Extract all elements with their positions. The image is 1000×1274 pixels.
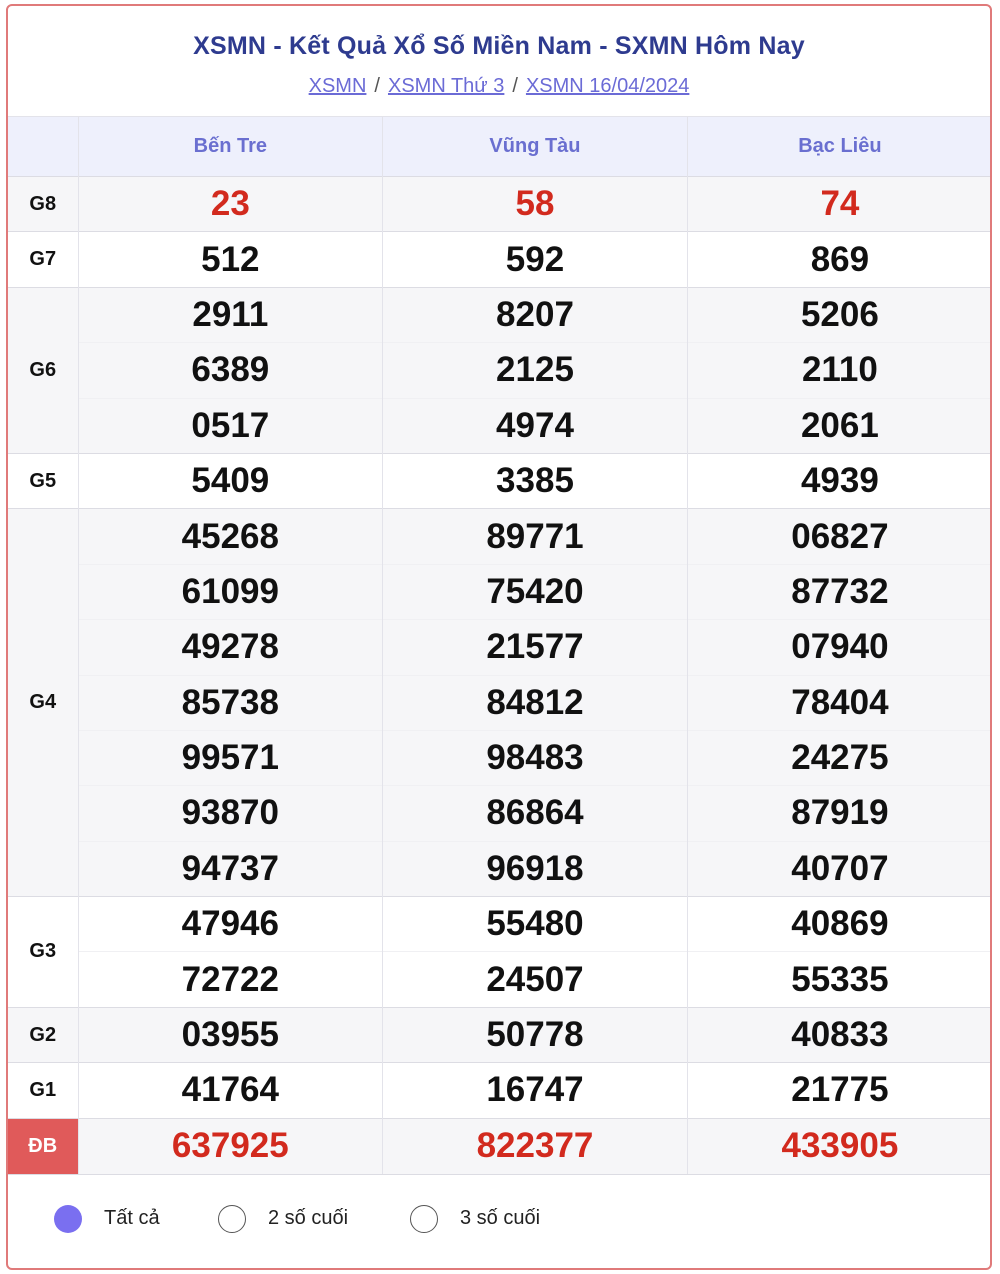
prize-number: 23 xyxy=(78,177,383,232)
prize-row-g4 xyxy=(8,675,992,730)
prize-number: 47946 xyxy=(78,897,383,952)
prize-number: 21775 xyxy=(687,1063,992,1118)
prize-number: 0517 xyxy=(78,398,383,453)
prize-row-g1 xyxy=(8,1063,992,1118)
results-header xyxy=(8,6,990,116)
prize-number: 96918 xyxy=(383,841,688,896)
prize-number: 6389 xyxy=(78,343,383,398)
prize-number: 94737 xyxy=(78,841,383,896)
prize-number: 75420 xyxy=(383,564,688,619)
prize-number: 637925 xyxy=(78,1118,383,1173)
prize-number: 5206 xyxy=(687,287,992,342)
radio-empty-icon[interactable] xyxy=(218,1205,246,1233)
prize-label-g6: G6 xyxy=(8,287,78,453)
prize-label-g3: G3 xyxy=(8,897,78,1008)
prize-number: 72722 xyxy=(78,952,383,1007)
prize-number: 822377 xyxy=(383,1118,688,1173)
prize-row-g8 xyxy=(8,177,992,232)
prize-number: 55335 xyxy=(687,952,992,1007)
prize-row-db xyxy=(8,1118,992,1173)
prize-label-g7: G7 xyxy=(8,232,78,287)
prize-number: 89771 xyxy=(383,509,688,564)
province-vung-tau: Vũng Tàu xyxy=(383,117,688,177)
prize-number: 16747 xyxy=(383,1063,688,1118)
prize-number: 85738 xyxy=(78,675,383,730)
prize-number: 50778 xyxy=(383,1007,688,1062)
results-table xyxy=(8,116,992,1174)
prize-number: 07940 xyxy=(687,620,992,675)
filter-option-last-2[interactable] xyxy=(218,1205,348,1233)
prize-number: 5409 xyxy=(78,453,383,508)
prize-number: 84812 xyxy=(383,675,688,730)
digit-filter xyxy=(8,1174,990,1268)
prize-number: 87732 xyxy=(687,564,992,619)
prize-number: 24275 xyxy=(687,730,992,785)
prize-number: 61099 xyxy=(78,564,383,619)
prize-number: 4974 xyxy=(383,398,688,453)
filter-option-label: 3 số cuối xyxy=(460,1207,541,1230)
prize-row-g4 xyxy=(8,786,992,841)
prize-number: 2125 xyxy=(383,343,688,398)
prize-number: 2061 xyxy=(687,398,992,453)
radio-selected-icon[interactable] xyxy=(54,1205,82,1233)
filter-option-label: Tất cả xyxy=(104,1207,160,1230)
prize-number: 8207 xyxy=(383,287,688,342)
prize-number: 4939 xyxy=(687,453,992,508)
prize-number: 433905 xyxy=(687,1118,992,1173)
prize-number: 98483 xyxy=(383,730,688,785)
page-title: XSMN - Kết Quả Xổ Số Miền Nam - SXMN Hôm Nay xyxy=(193,32,805,60)
prize-number: 74 xyxy=(687,177,992,232)
prize-label-db: ĐB xyxy=(8,1118,78,1173)
prize-number: 40869 xyxy=(687,897,992,952)
province-bac-lieu: Bạc Liêu xyxy=(687,117,992,177)
prize-row-g4 xyxy=(8,509,992,564)
breadcrumb-separator: / xyxy=(512,75,518,97)
prize-row-g6 xyxy=(8,287,992,342)
prize-number: 55480 xyxy=(383,897,688,952)
prize-number: 21577 xyxy=(383,620,688,675)
breadcrumb-xsmn-date[interactable]: XSMN 16/04/2024 xyxy=(525,75,690,97)
prize-number: 24507 xyxy=(383,952,688,1007)
filter-option-label: 2 số cuối xyxy=(268,1207,349,1230)
prize-row-g3 xyxy=(8,897,992,952)
prize-label-g1: G1 xyxy=(8,1063,78,1118)
prize-number: 3385 xyxy=(383,453,688,508)
prize-number: 58 xyxy=(383,177,688,232)
prize-label-g2: G2 xyxy=(8,1007,78,1062)
prize-number: 03955 xyxy=(78,1007,383,1062)
corner-cell xyxy=(8,117,78,177)
prize-number: 592 xyxy=(383,232,688,287)
prize-label-g8: G8 xyxy=(8,177,78,232)
prize-number: 2110 xyxy=(687,343,992,398)
prize-row-g4 xyxy=(8,620,992,675)
prize-number: 869 xyxy=(687,232,992,287)
prize-number: 512 xyxy=(78,232,383,287)
results-panel xyxy=(6,4,992,1270)
prize-label-g5: G5 xyxy=(8,453,78,508)
filter-option-last-3[interactable] xyxy=(410,1205,540,1233)
prize-row-g2 xyxy=(8,1007,992,1062)
prize-number: 40707 xyxy=(687,841,992,896)
prize-row-g3 xyxy=(8,952,992,1007)
prize-number: 06827 xyxy=(687,509,992,564)
breadcrumb-xsmn-thu-3[interactable]: XSMN Thứ 3 xyxy=(387,75,505,97)
prize-row-g5 xyxy=(8,453,992,508)
breadcrumb xyxy=(8,75,990,98)
prize-number: 93870 xyxy=(78,786,383,841)
prize-number: 41764 xyxy=(78,1063,383,1118)
prize-number: 2911 xyxy=(78,287,383,342)
prize-number: 45268 xyxy=(78,509,383,564)
prize-number: 78404 xyxy=(687,675,992,730)
prize-number: 40833 xyxy=(687,1007,992,1062)
prize-label-g4: G4 xyxy=(8,509,78,897)
prize-row-g4 xyxy=(8,730,992,785)
filter-option-all[interactable] xyxy=(54,1205,160,1233)
province-header-row xyxy=(8,117,992,177)
results-body xyxy=(8,177,992,1174)
prize-number: 86864 xyxy=(383,786,688,841)
prize-number: 49278 xyxy=(78,620,383,675)
prize-row-g4 xyxy=(8,564,992,619)
prize-row-g6 xyxy=(8,343,992,398)
prize-row-g4 xyxy=(8,841,992,896)
breadcrumb-separator: / xyxy=(374,75,380,97)
prize-number: 99571 xyxy=(78,730,383,785)
radio-empty-icon[interactable] xyxy=(410,1205,438,1233)
prize-row-g7 xyxy=(8,232,992,287)
breadcrumb-xsmn[interactable]: XSMN xyxy=(308,75,367,97)
prize-row-g6 xyxy=(8,398,992,453)
province-ben-tre: Bến Tre xyxy=(78,117,383,177)
prize-number: 87919 xyxy=(687,786,992,841)
